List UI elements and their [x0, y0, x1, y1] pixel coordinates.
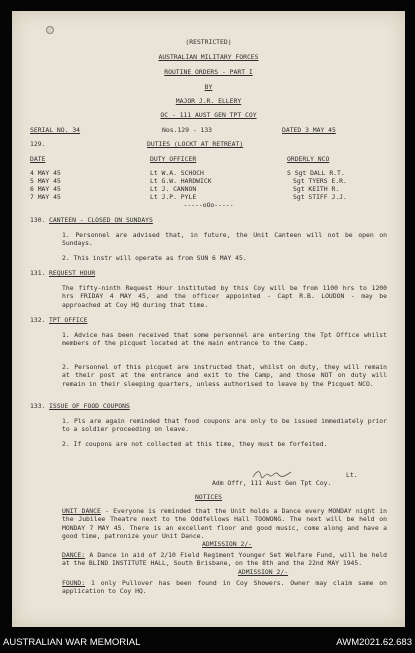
section-title-request-hour: REQUEST HOUR — [49, 269, 96, 277]
signature-line: Adm Offr, 111 Aust Gen Tpt Coy. — [212, 479, 332, 487]
by-label: BY — [204, 83, 213, 91]
found-label: FOUND: — [62, 579, 86, 587]
section-title-canteen: CANTEEN - CLOSED ON SUNDAYS — [49, 216, 153, 224]
archive-name: AUSTRALIAN WAR MEMORIAL — [3, 637, 141, 648]
section-number: 129. — [30, 140, 46, 148]
duty-row-nco: Sgt TYERS E.R. — [293, 177, 347, 185]
request-hour-paragraph: The fifty-ninth Request Hour instituted by this Coy will be from 1100 hrs to 1200 hrs FRIDAY 4 MAY 45, and the officer appointed - Capt R.B. LOUDON - may be approached at Coy HQ during that time. — [62, 284, 387, 309]
duty-row-nco: S Sgt DALL R.T. — [287, 169, 345, 177]
dance-label: DANCE: — [62, 551, 86, 559]
unit-name: OC - 111 AUST GEN TPT COY — [160, 111, 257, 119]
duty-row-officer: Lt G.W. HARDWICK — [150, 177, 212, 185]
section-title-food-coupons: ISSUE OF FOOD COUPONS — [49, 402, 130, 410]
archive-reference: AWM2021.62.683 — [336, 637, 412, 648]
duty-row-date: 7 MAY 45 — [30, 193, 61, 201]
pin-hole-icon — [46, 26, 54, 34]
serial-number: SERIAL NO. 34 — [30, 126, 81, 134]
dance-admission: ADMISSION 2/- — [238, 568, 289, 576]
section-number: 131. — [30, 269, 46, 277]
section-title-duties: DUTIES (LOCKT AT RETREAT) — [147, 140, 244, 148]
duty-row-nco: Sgt STIFF J.J. — [293, 193, 347, 201]
section-number: 132. — [30, 316, 46, 324]
dance-text: A Dance in aid of 2/10 Field Regiment Younger Set Welfare Fund, will be held at the BLIND INSTITUTE HALL, South Brisbane, on the 8th and the 22nd MAY 1945. — [62, 551, 387, 568]
duty-row-nco: Sgt KEITH R. — [293, 185, 340, 193]
unit-dance-admission: ADMISSION 2/- — [202, 540, 253, 548]
field-regiment-dance-notice — [62, 551, 387, 568]
found-notice — [62, 579, 387, 596]
dated-label: DATED 3 MAY 45 — [282, 126, 336, 134]
canteen-paragraph-1: 1. Personnel are advised that, in future, the Unit Canteen will not be open on Sundays. — [62, 231, 387, 248]
order-numbers: Nos.129 - 133 — [162, 126, 213, 134]
archive-footer — [0, 627, 415, 653]
found-text: 1 only Pullover has been found in Coy Showers. Owner may claim same on application to Coy HQ. — [62, 579, 387, 596]
food-coupons-paragraph-2: 2. If coupons are not collected at this time, they must be forfeited. — [62, 440, 328, 448]
duty-row-date: 6 MAY 45 — [30, 185, 61, 193]
unit-dance-notice — [62, 507, 387, 541]
tpt-office-paragraph-1: 1. Advice has been received that some personnel are entering the Tpt Office whilst members of the picquet located at the main entrance to the Camp. — [62, 331, 387, 348]
food-coupons-paragraph-1: 1. Pls are again reminded that food coupons are only to be issued immediately prior to a soldier proceeding on leave. — [62, 417, 387, 434]
duty-row-date: 4 MAY 45 — [30, 169, 61, 177]
officer-name: MAJOR J.R. ELLERY — [175, 97, 242, 105]
duty-row-officer: Lt J. CANNON — [150, 185, 197, 193]
orders-title: ROUTINE ORDERS - PART I — [164, 68, 253, 76]
duties-header-date: DATE — [30, 155, 46, 163]
document-page — [12, 11, 405, 627]
classification-label: (RESTRICTED) — [185, 38, 232, 46]
notices-title: NOTICES — [195, 493, 222, 501]
section-title-tpt-office: TPT OFFICE — [49, 316, 88, 324]
duty-row-officer: Lt W.A. SCHOCH — [150, 169, 204, 177]
unit-dance-label: UNIT DANCE — [62, 507, 101, 515]
duty-row-date: 5 MAY 45 — [30, 177, 61, 185]
signature-rank: Lt. — [346, 471, 358, 479]
unit-title: AUSTRALIAN MILITARY FORCES — [158, 53, 259, 61]
canteen-paragraph-2: 2. This instr will operate as from SUN 6 MAY 45. — [62, 254, 247, 262]
tpt-office-paragraph-2: 2. Personnel of this picquet are instructed that, whilst on duty, they will remain at their post at the entrance and exit to the Camp, and those NOT on duty will remain in their sleeping quarters, unless authorised to leave by the Picquet NCO. — [62, 363, 387, 388]
duties-header-nco: ORDERLY NCO — [287, 155, 330, 163]
section-number: 130. — [30, 216, 46, 224]
duty-row-officer: Lt J.P. PYLE — [150, 193, 197, 201]
unit-dance-text: - Everyone is reminded that the Unit holds a Dance every MONDAY night in the Jubilee Theatre next to the Oddfellows Hall TOOWONG. The next will be held on MONDAY 7 MAY 45. There is an excellent floor and good music, come along and have a good time, patronize your Unit Dance. — [62, 507, 387, 541]
duties-header-officer: DUTY OFFICER — [150, 155, 197, 163]
section-divider: -----oOo----- — [183, 201, 234, 209]
section-number: 133. — [30, 402, 46, 410]
